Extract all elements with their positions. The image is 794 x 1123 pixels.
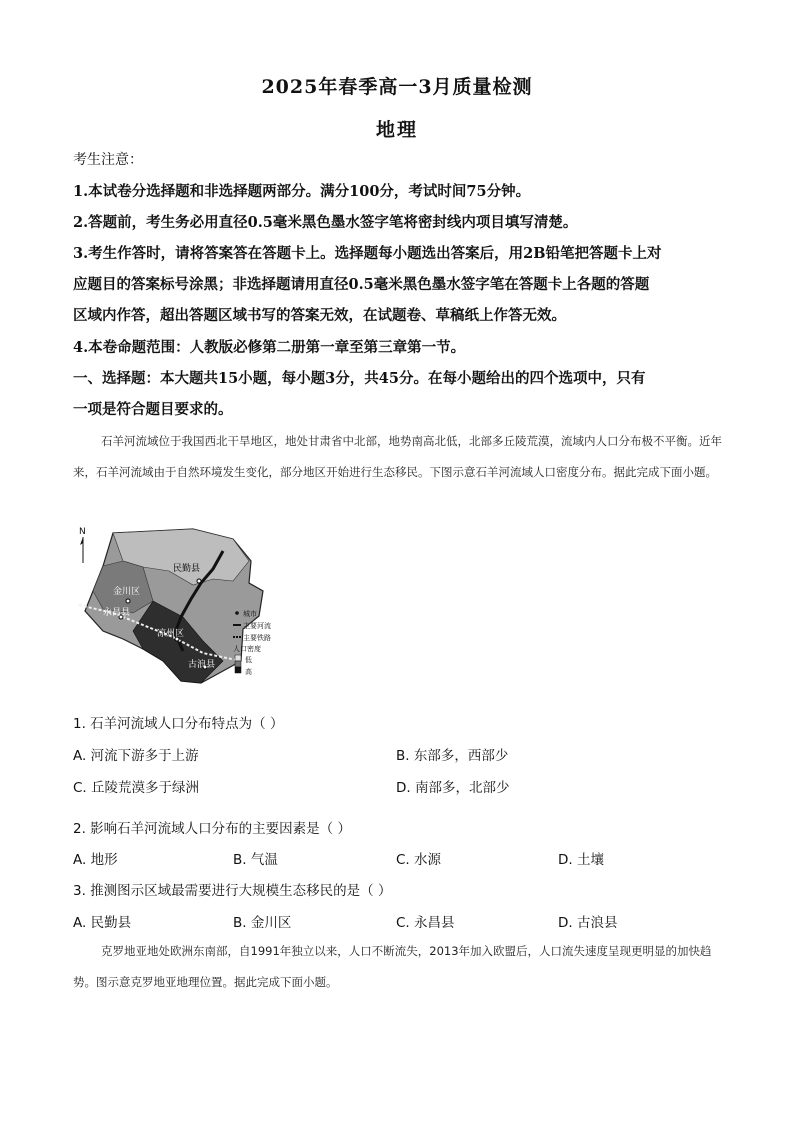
- north-label: N: [79, 527, 86, 537]
- question-1-option-b[interactable]: B. 东部多，西部少: [396, 748, 509, 764]
- notice-item-3-cont2: 区域内作答，超出答题区域书写的答案无效，在试题卷、草稿纸上作答无效。: [73, 307, 566, 324]
- question-2-option-a[interactable]: A. 地形: [73, 852, 118, 868]
- population-density-map: [73, 521, 283, 693]
- question-3-option-b[interactable]: B. 金川区: [233, 915, 292, 931]
- question-3-option-a[interactable]: A. 民勤县: [73, 915, 132, 931]
- city-gulang: 古浪县: [188, 660, 216, 670]
- question-2-option-b[interactable]: B. 气温: [233, 852, 278, 868]
- notice-item-2: 2.答题前，考生务必用直径0.5毫米黑色墨水签字笔将密封线内项目填写清楚。: [73, 214, 578, 231]
- svg-text:高: 高: [245, 668, 252, 676]
- svg-text:主要河流: 主要河流: [243, 622, 271, 630]
- notice-heading: 考生注意：: [73, 152, 143, 168]
- question-1-stem: 1. 石羊河流域人口分布特点为（ ）: [73, 716, 284, 732]
- question-3-option-c[interactable]: C. 永昌县: [396, 915, 455, 931]
- passage-shiyang-river: [73, 426, 723, 488]
- svg-text:低: 低: [245, 656, 252, 664]
- north-arrow-icon: [79, 527, 86, 563]
- notice-item-1: 1.本试卷分选择题和非选择题两部分。满分100分，考试时间75分钟。: [73, 183, 531, 200]
- question-1-option-c[interactable]: C. 丘陵荒漠多于绿洲: [73, 780, 200, 796]
- city-jinchuan: 金川区: [113, 587, 141, 597]
- city-minqin: 民勤县: [173, 564, 201, 574]
- passage-text-2: 克罗地亚地处欧洲东南部，自1991年独立以来，人口不断流失，2013年加入欧盟后，人口流失速度呈现更明显的加快趋势。图示意克罗地亚地理位置。据此完成下面小题。: [73, 944, 712, 989]
- exam-title: 2025年春季高一3月质量检测: [261, 76, 533, 98]
- section-heading-line1: 一、选择题：本大题共15小题，每小题3分，共45分。在每小题给出的四个选项中，只有: [73, 370, 646, 387]
- question-3-option-d[interactable]: D. 古浪县: [558, 915, 618, 931]
- question-3-stem: 3. 推测图示区域最需要进行大规模生态移民的是（ ）: [73, 883, 392, 899]
- question-2-stem: 2. 影响石羊河流域人口分布的主要因素是（ ）: [73, 821, 351, 837]
- question-2-option-d[interactable]: D. 土壤: [558, 852, 604, 868]
- passage-croatia: [73, 936, 723, 998]
- section-heading-line2: 一项是符合题目要求的。: [73, 401, 233, 418]
- question-1-option-a[interactable]: A. 河流下游多于上游: [73, 748, 199, 764]
- svg-text:人口密度: 人口密度: [233, 645, 261, 653]
- notice-item-4: 4.本卷命题范围：人教版必修第二册第一章至第三章第一节。: [73, 339, 466, 356]
- subject-title: 地理: [375, 119, 418, 141]
- svg-text:主要铁路: 主要铁路: [243, 634, 271, 642]
- svg-text:城市: 城市: [243, 610, 257, 618]
- question-1-option-d[interactable]: D. 南部多，北部少: [396, 780, 510, 796]
- passage-text: 石羊河流域位于我国西北干旱地区，地处甘肃省中北部，地势南高北低，北部多丘陵荒漠，流域内人口分布极不平衡。近年来，石羊河流域由于自然环境发生变化，部分地区开始进行生态移民。下图示意石羊河流域人口密度分布。据此完成下面小题。: [73, 434, 722, 479]
- question-2-option-c[interactable]: C. 水源: [396, 852, 442, 868]
- city-liangzhou: 凉州区: [157, 629, 185, 639]
- notice-item-3: 3.考生作答时，请将答案答在答题卡上。选择题每小题选出答案后，用2B铅笔把答题卡上对: [73, 245, 662, 262]
- city-yongchang: 永昌县: [103, 608, 131, 618]
- notice-item-3-cont1: 应题目的答案标号涂黑；非选择题请用直径0.5毫米黑色墨水签字笔在答题卡上各题的答题: [73, 276, 650, 293]
